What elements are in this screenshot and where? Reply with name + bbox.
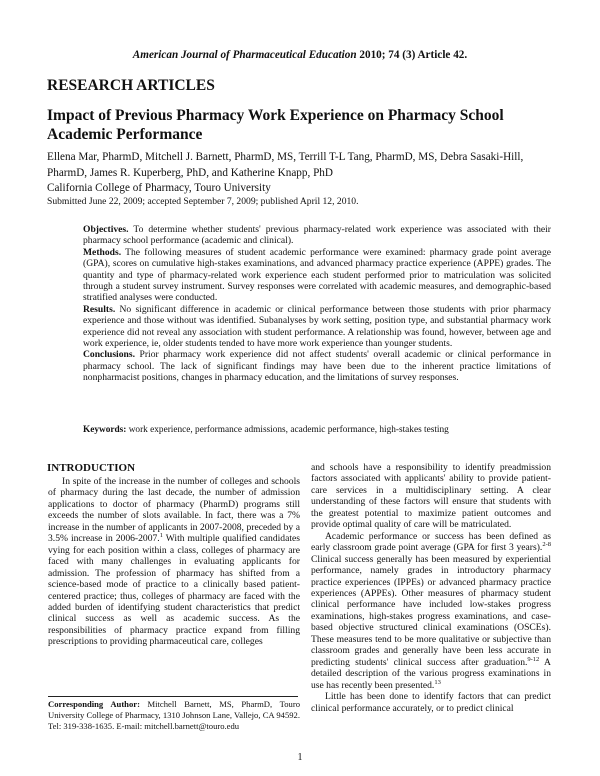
section-label: RESEARCH ARTICLES xyxy=(47,77,215,94)
intro-text: Academic performance or success has been defined as early classroom grade point average (GPA for first 3 years). xyxy=(311,530,551,554)
objectives-text: To determine whether students' previous pharmacy-related work experience was associated with their pharmacy school performance (academic and clinical). xyxy=(83,224,551,247)
results-text: No significant difference in academic or clinical performance between those students with prior pharmacy experience and those without was identified. Subanalyses by work setting, position type, and substantial pharmacy work experience did not reveal any association with student performance. A relationship was found, however, between age and work experience, ie, older students tended to have more work experience than younger students. xyxy=(83,303,551,350)
page-number: 1 xyxy=(297,752,303,763)
intro-paragraph-2 xyxy=(311,531,551,691)
right-column xyxy=(311,462,551,714)
abstract-conclusions xyxy=(83,349,551,383)
reference-link[interactable]: 1 xyxy=(159,532,163,540)
corresponding-label: Corresponding Author: xyxy=(48,699,140,709)
conclusions-text: Prior pharmacy work experience did not affect students' overall academic or clinical performance in pharmacy school. The lack of significant findings may have been due to the inherent practice limitations of nonpharmacist positions, changes in pharmacy education, and the limitations of survey responses. xyxy=(83,349,551,384)
results-label: Results. xyxy=(83,303,116,315)
abstract-results xyxy=(83,304,551,350)
keywords xyxy=(83,425,449,435)
affiliation: California College of Pharmacy, Touro University xyxy=(47,182,271,194)
corresponding-text: Mitchell Barnett, MS, PharmD, Touro University College of Pharmacy, 1310 Johnson Lane, Vallejo, CA 94592. Tel: 319-338-1635. E-mail: mitchell.barnett@touro.edu xyxy=(48,699,300,732)
abstract xyxy=(83,224,551,384)
reference-link[interactable]: 13 xyxy=(434,678,441,686)
intro-text: A detailed description of the various progress examinations in use has recently been presented. xyxy=(311,656,551,691)
footnote-divider xyxy=(48,696,298,697)
intro-text: Clinical success generally has been measured by experiential performance, namely grades in introductory pharmacy practice experiences (IPPEs) or advanced pharmacy practice experiences (APPEs). Other measures of pharmacy student clinical performance have included low-stakes progress examinations, high-stakes progress examinations, and case-based objective structured clinical examinations (OSCEs). These measures tend to be more qualitative or subjective than classroom grades and generally have been less accurate in predicting students' clinical success after graduation. xyxy=(311,553,551,668)
corresponding-author xyxy=(48,699,300,733)
keywords-label: Keywords: xyxy=(83,425,127,435)
author-list: Ellena Mar, PharmD, Mitchell J. Barnett, PharmD, MS, Terrill T-L Tang, PharmD, MS, Debra Sasaki-Hill, PharmD, James R. Kuperberg, PhD, and Katherine Knapp, PhD xyxy=(47,151,524,179)
article-title: Impact of Previous Pharmacy Work Experience on Pharmacy School Academic Performance xyxy=(47,107,504,143)
reference-link[interactable]: 9-12 xyxy=(527,655,540,663)
reference-link[interactable]: 2-8 xyxy=(542,540,551,548)
publication-dates: Submitted June 22, 2009; accepted September 7, 2009; published April 12, 2010. xyxy=(47,196,359,207)
intro-text: In spite of the increase in the number of colleges and schools of pharmacy during the last decade, the number of admission applications to doctor of pharmacy (PharmD) programs still exceeds the number of slots available. In fact, there was a 7% increase in the number of applicants in 2007-2008, preceded by a 3.5% increase in 2006-2007. xyxy=(48,476,300,545)
intro-text: With multiple qualified candidates vying for each position within a class, colleges of pharmacy are faced with many challenges in evaluating applicants for admission. The profession of pharmacy has shifted from a science-based mode of practice to a clinically based patient-centered practice; thus, colleges of pharmacy are faced with the added burden of identifying student characteristics that predict clinical success as well as academic success. As the responsibilities of pharmacy practice expand from filling prescriptions to providing pharmaceutical care, colleges xyxy=(48,533,300,648)
keywords-text: work experience, performance admissions, academic performance, high-stakes testing xyxy=(128,425,449,435)
left-column xyxy=(48,476,300,648)
journal-header xyxy=(0,49,600,61)
abstract-methods xyxy=(83,247,551,304)
abstract-objectives xyxy=(83,224,551,247)
intro-paragraph-3: Little has been done to identify factors that can predict clinical performance accurately, or to predict clinical xyxy=(311,691,551,714)
intro-paragraph-1 xyxy=(48,476,300,648)
methods-text: The following measures of student academic performance were examined: pharmacy grade point average (GPA), scores on cumulative high-stakes examinations, and advanced pharmacy practice experience (APPE) grades. The quantity and type of pharmacy-related work experience each student performed prior to matriculation was solicited through a student survey instrument. Survey responses were correlated with academic measures, and demographic-based stratified analyses were conducted. xyxy=(83,246,552,304)
journal-name: American Journal of Pharmaceutical Education xyxy=(132,49,357,61)
introduction-heading: INTRODUCTION xyxy=(47,462,136,474)
objectives-label: Objectives. xyxy=(83,224,129,235)
journal-citation: 2010; 74 (3) Article 42. xyxy=(359,49,468,61)
intro-paragraph-continued: and schools have a responsibility to identify preadmission factors associated with applicants' ability to provide patient-care services in a multidisciplinary setting. A clear understanding of these factors will ensure that students with the greatest potential to maximize patient outcomes and provide optimal quality of care will be matriculated. xyxy=(311,462,551,531)
methods-label: Methods. xyxy=(83,246,122,258)
conclusions-label: Conclusions. xyxy=(83,349,135,361)
